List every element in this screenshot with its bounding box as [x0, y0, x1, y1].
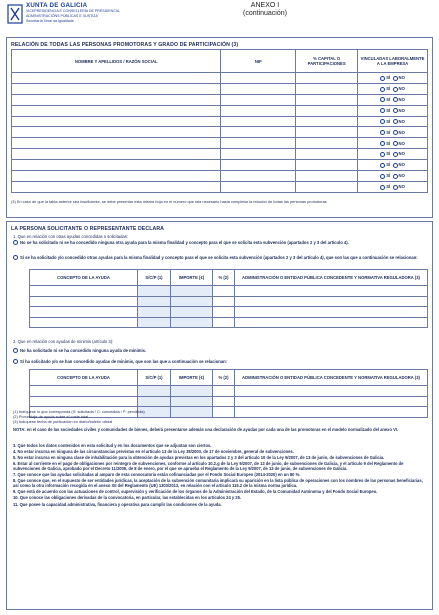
no-label: NO	[398, 129, 405, 135]
promoter-nif-cell[interactable]	[221, 83, 296, 94]
org-department-2: ADMINISTRACIÓNS PÚBLICAS E XUSTIZA	[26, 14, 98, 19]
col-capital-header: % CAPITAL O PARTICIPACIONES	[296, 50, 358, 73]
aid-admin-cell[interactable]	[235, 307, 428, 318]
aid-scp-cell[interactable]	[138, 296, 171, 307]
radio-icon[interactable]	[393, 119, 398, 124]
other-aid-table	[29, 269, 428, 328]
q1-option-yes-label: Sí se ha solicitado y/o concedido otras ayudas para la misma finalidad y concepto para el que se solicita esta subvención (apartados 2 y 3 del artículo 4), que son las que a continuación se relacionan:	[20, 255, 418, 260]
radio-icon[interactable]	[393, 141, 398, 146]
question-2: 2. Que en relación con ayudas de minimis (artículo 3):	[13, 339, 114, 344]
col-concepto-header: CONCEPTO DE LA AYUDA	[30, 270, 138, 286]
promoter-capital-cell[interactable]	[296, 83, 358, 94]
col-importe-header: IMPORTE (€)	[171, 270, 213, 286]
promoter-capital-cell[interactable]	[296, 138, 358, 149]
promoter-capital-cell[interactable]	[296, 127, 358, 138]
aid-amount-cell[interactable]	[171, 396, 213, 407]
promoter-name-cell[interactable]	[12, 160, 221, 171]
yes-label: SÍ	[386, 173, 391, 179]
promoter-row	[12, 181, 428, 192]
declaration-item: 8. Que conoce que, en el supuesto de ser entidades jurídicas, la aceptación de la subvención comunitaria implicará su aparición en la lista pública de operaciones con los nombres de las personas beneficiarias, así como la otra información recogida en el anexo XII del Reglamento (UE) 1303/2013, en relación con el artículo 115.2 de la misma norma jurídica.	[13, 478, 423, 489]
promoter-nif-cell[interactable]	[221, 149, 296, 160]
promoter-name-cell[interactable]	[12, 127, 221, 138]
no-label: NO	[398, 162, 405, 168]
q2-option-no-label: No ha solicitado ni se ha concedido ninguna ayuda de minimis.	[20, 348, 147, 353]
no-label: NO	[398, 97, 405, 103]
declaration-section	[6, 221, 433, 610]
aid-pct-cell[interactable]	[213, 396, 235, 407]
no-label: NO	[398, 118, 405, 124]
radio-icon[interactable]	[380, 119, 385, 124]
col-admin-header: ADMINISTRACIÓN O ENTIDAD PÚBLICA CONCEDENTE Y NORMATIVA REGULADORA (3)	[235, 370, 428, 386]
no-label: NO	[398, 107, 405, 113]
radio-icon[interactable]	[13, 348, 18, 353]
no-label: NO	[398, 173, 405, 179]
radio-icon[interactable]	[393, 76, 398, 81]
promoter-nif-cell[interactable]	[221, 94, 296, 105]
aid-row	[30, 386, 428, 397]
promoter-linked-cell	[358, 73, 428, 84]
aid-scp-cell[interactable]	[138, 396, 171, 407]
promoter-capital-cell[interactable]	[296, 94, 358, 105]
q2-option-yes-label: Sí ha solicitado y/o se han concedido ayudas de minimis, que son las que a continuación se relacionan:	[20, 359, 228, 364]
promoter-name-cell[interactable]	[12, 171, 221, 182]
promoter-name-cell[interactable]	[12, 94, 221, 105]
declaration-item: 5. No estar incursa en ninguna clase de inhabilitación para la obtención de ayudas previstas en los apartados 2 y 3 del artículo 10 de la Ley 9/2007, de 13 de junio, de subvenciones de Galicia.	[13, 455, 385, 461]
aid-admin-cell[interactable]	[235, 317, 428, 328]
promoter-nif-cell[interactable]	[221, 160, 296, 171]
radio-icon[interactable]	[393, 87, 398, 92]
promoter-row	[12, 105, 428, 116]
col-scp-header: S/C/P (1)	[138, 370, 171, 386]
yes-label: SÍ	[386, 151, 391, 157]
radio-icon[interactable]	[380, 87, 385, 92]
col-concepto-header: CONCEPTO DE LA AYUDA	[30, 370, 138, 386]
aid-admin-cell[interactable]	[235, 286, 428, 297]
radio-icon[interactable]	[393, 130, 398, 135]
declaration-item: 6. Estar al corriente en el pago de obligaciones por reintegro de subvenciones, conforme al artículo 10.2.g de la Ley 9/2007, de 13 de junio, de subvenciones de Galicia, y el artículo 9 del Reglamento de subvenciones de Galicia, aprobado por el Decreto 11/2009, de 8 de enero, por el que se aprueba el Reglamento de la Ley 9/2007, de 13 de junio, de subvenciones de Galicia.	[13, 461, 404, 472]
aid-amount-cell[interactable]	[171, 317, 213, 328]
no-label: NO	[398, 140, 405, 146]
declaration-list	[13, 444, 426, 509]
note-2: (2) Porcentaje de ayuda sobre el coste total	[13, 413, 89, 419]
aid-row	[30, 396, 428, 407]
promoter-nif-cell[interactable]	[221, 73, 296, 84]
promoters-table	[11, 49, 428, 193]
promoter-capital-cell[interactable]	[296, 149, 358, 160]
promoter-linked-cell	[358, 83, 428, 94]
promoters-section	[6, 37, 433, 218]
radio-icon[interactable]	[393, 163, 398, 168]
promoter-name-cell[interactable]	[12, 73, 221, 84]
yes-label: SÍ	[386, 107, 391, 113]
radio-icon[interactable]	[393, 152, 398, 157]
aid-row	[30, 286, 428, 297]
promoter-row	[12, 83, 428, 94]
radio-icon[interactable]	[380, 185, 385, 190]
promoter-linked-cell	[358, 149, 428, 160]
radio-icon[interactable]	[380, 97, 385, 102]
promoter-nif-cell[interactable]	[221, 181, 296, 192]
yes-label: SÍ	[386, 140, 391, 146]
radio-icon[interactable]	[13, 255, 18, 260]
promoter-row	[12, 94, 428, 105]
xunta-logo-icon	[7, 3, 23, 25]
promoter-capital-cell[interactable]	[296, 181, 358, 192]
radio-icon[interactable]	[393, 108, 398, 113]
aid-amount-cell[interactable]	[171, 307, 213, 318]
promoter-nif-cell[interactable]	[221, 127, 296, 138]
aid-amount-cell[interactable]	[171, 296, 213, 307]
aid-concept-cell[interactable]	[30, 317, 138, 328]
aid-pct-cell[interactable]	[213, 307, 235, 318]
promoter-linked-cell	[358, 171, 428, 182]
radio-icon[interactable]	[380, 130, 385, 135]
promoter-nif-cell[interactable]	[221, 105, 296, 116]
promoter-capital-cell[interactable]	[296, 116, 358, 127]
promoter-nif-cell[interactable]	[221, 138, 296, 149]
no-label: NO	[398, 75, 405, 81]
declaration-item: 4. No estar incursa en ninguna de las circunstancias previstas en el artículo 13 de la Ley 38/2003, de 17 de noviembre, general de subvenciones.	[13, 449, 294, 455]
radio-icon[interactable]	[393, 174, 398, 179]
promoter-linked-cell	[358, 127, 428, 138]
radio-icon[interactable]	[380, 163, 385, 168]
aid-pct-cell[interactable]	[213, 317, 235, 328]
promoters-footnote: (3) En caso de que la tabla anterior sea insuficiente, se debe presentar esta misma hoja en el número que sea necesario hasta completar la relación de todas las personas promotoras	[11, 199, 327, 204]
aid-amount-cell[interactable]	[171, 286, 213, 297]
aid-scp-cell[interactable]	[138, 307, 171, 318]
radio-icon[interactable]	[13, 359, 18, 364]
declaration-item: 9. Que está de acuerdo con las actuaciones de control, supervisión y verificación de los órganos de la Administración del Estado, de la Comunidad Autónoma y del Fondo Social Europeo.	[13, 489, 378, 495]
aid-scp-cell[interactable]	[138, 286, 171, 297]
org-secretariat: Secretaría Xeral da Igualdade	[26, 19, 74, 24]
promoters-section-title: RELACIÓN DE TODAS LAS PERSONAS PROMOTORAS Y GRADO DE PARTICIPACIÓN (3)	[11, 42, 239, 48]
promoter-name-cell[interactable]	[12, 138, 221, 149]
yes-label: SÍ	[386, 129, 391, 135]
organization-block	[26, 2, 120, 25]
aid-pct-cell[interactable]	[213, 386, 235, 397]
radio-icon[interactable]	[380, 108, 385, 113]
table-notes	[13, 410, 428, 424]
promoter-linked-cell	[358, 138, 428, 149]
aid-admin-cell[interactable]	[235, 396, 428, 407]
radio-icon[interactable]	[380, 152, 385, 157]
promoter-row	[12, 171, 428, 182]
promoter-capital-cell[interactable]	[296, 171, 358, 182]
col-pct-header: % (2)	[213, 270, 235, 286]
radio-icon[interactable]	[380, 76, 385, 81]
aid-scp-cell[interactable]	[138, 386, 171, 397]
q2-option-no[interactable]	[13, 348, 426, 353]
col-scp-header: S/C/P (1)	[138, 270, 171, 286]
col-importe-header: IMPORTE (€)	[171, 370, 213, 386]
radio-icon[interactable]	[13, 240, 18, 245]
q2-option-yes[interactable]	[13, 359, 426, 364]
promoter-linked-cell	[358, 116, 428, 127]
yes-label: SÍ	[386, 97, 391, 103]
col-linked-header: VINCULADAS LABORALMENTE A LA EMPRESA	[358, 50, 428, 73]
yes-label: SÍ	[386, 184, 391, 190]
promoter-capital-cell[interactable]	[296, 73, 358, 84]
promoter-linked-cell	[358, 160, 428, 171]
aid-concept-cell[interactable]	[30, 386, 138, 397]
q1-option-no-label: No se ha solicitado ni se ha concedido ninguna otra ayuda para la misma finalidad y concepto para el que se solicita esta subvención (apartados 2 y 3 del artículo 4).	[20, 240, 349, 245]
yes-label: SÍ	[386, 162, 391, 168]
col-pct-header: % (2)	[213, 370, 235, 386]
radio-icon[interactable]	[380, 141, 385, 146]
promoter-row	[12, 127, 428, 138]
declaration-item: 10. Que conoce las obligaciones derivadas de la convocatoria, en particular, las establecidas en los artículos 24 y 25.	[13, 495, 241, 501]
no-label: NO	[398, 86, 405, 92]
org-name: XUNTA DE GALICIA	[26, 2, 88, 9]
q1-option-no[interactable]	[13, 240, 426, 245]
no-label: NO	[398, 151, 405, 157]
aid-concept-cell[interactable]	[30, 296, 138, 307]
no-label: NO	[398, 184, 405, 190]
promoter-capital-cell[interactable]	[296, 160, 358, 171]
declaration-item: 7. Que conoce que las ayudas solicitadas al amparo de esta convocatoria están cofinanciadas por el Fondo Social Europeo (2014-2020) en un 80 %.	[13, 472, 301, 478]
promoter-name-cell[interactable]	[12, 116, 221, 127]
radio-icon[interactable]	[393, 185, 398, 190]
declaration-section-title: LA PERSONA SOLICITANTE O REPRESENTANTE DECLARA	[11, 226, 165, 232]
aid-pct-cell[interactable]	[213, 286, 235, 297]
nota-block: NOTA: en el caso de las sociedades civiles y comunidades de bienes, deberá presentarse además una declaración de ayudas por cada una de las promotoras en el modelo normalizado del anexo VI.	[13, 427, 399, 432]
promoter-linked-cell	[358, 181, 428, 192]
aid-concept-cell[interactable]	[30, 307, 138, 318]
q1-option-yes[interactable]	[13, 255, 426, 260]
promoter-name-cell[interactable]	[12, 181, 221, 192]
promoter-row	[12, 116, 428, 127]
aid-admin-cell[interactable]	[235, 386, 428, 397]
page-header	[0, 0, 439, 36]
promoter-nif-cell[interactable]	[221, 116, 296, 127]
aid-amount-cell[interactable]	[171, 386, 213, 397]
note-1: (1) Indíquese lo que corresponda (S: solicitada / C: concedida / P: percibida)	[13, 409, 145, 414]
promoter-name-cell[interactable]	[12, 83, 221, 94]
promoter-row	[12, 138, 428, 149]
aid-scp-cell[interactable]	[138, 317, 171, 328]
radio-icon[interactable]	[393, 97, 398, 102]
yes-label: SÍ	[386, 86, 391, 92]
col-admin-header: ADMINISTRACIÓN O ENTIDAD PÚBLICA CONCEDENTE Y NORMATIVA REGULADORA (3)	[235, 270, 428, 286]
promoter-row	[12, 73, 428, 84]
aid-pct-cell[interactable]	[213, 296, 235, 307]
promoter-nif-cell[interactable]	[221, 171, 296, 182]
aid-row	[30, 307, 428, 318]
promoter-row	[12, 160, 428, 171]
aid-row	[30, 317, 428, 328]
aid-admin-cell[interactable]	[235, 296, 428, 307]
declaration-item: 11. Que posee la capacidad administrativa, financiera y operativa para cumplir las condiciones de la ayuda.	[13, 501, 222, 507]
yes-label: SÍ	[386, 75, 391, 81]
promoter-row	[12, 149, 428, 160]
col-name-header: NOMBRE Y APELLIDOS / RAZÓN SOCIAL	[12, 50, 221, 73]
note-3: (3) Indíquese fecha de publicación en diario/boletín oficial	[13, 418, 113, 424]
promoter-linked-cell	[358, 94, 428, 105]
org-department: VICEPRESIDENCIA E CONSELLERÍA DE PRESIDENCIA,	[26, 9, 121, 13]
declaration-item: 3. Que todos los datos contenidos en esta solicitud y en los documentos que se adjuntan son ciertos.	[13, 443, 212, 448]
promoter-capital-cell[interactable]	[296, 105, 358, 116]
promoter-linked-cell	[358, 105, 428, 116]
radio-icon[interactable]	[380, 174, 385, 179]
promoter-name-cell[interactable]	[12, 149, 221, 160]
annex-title: ANEXO I	[250, 2, 280, 9]
question-1: 1. Que en relación con otras ayudas concedidas o solicitadas:	[13, 234, 128, 239]
promoter-name-cell[interactable]	[12, 105, 221, 116]
aid-row	[30, 296, 428, 307]
col-nif-header: NIF	[221, 50, 296, 73]
annex-heading	[200, 2, 330, 18]
aid-concept-cell[interactable]	[30, 286, 138, 297]
annex-subtitle: (continuación)	[243, 10, 287, 17]
yes-label: SÍ	[386, 118, 391, 124]
aid-concept-cell[interactable]	[30, 396, 138, 407]
